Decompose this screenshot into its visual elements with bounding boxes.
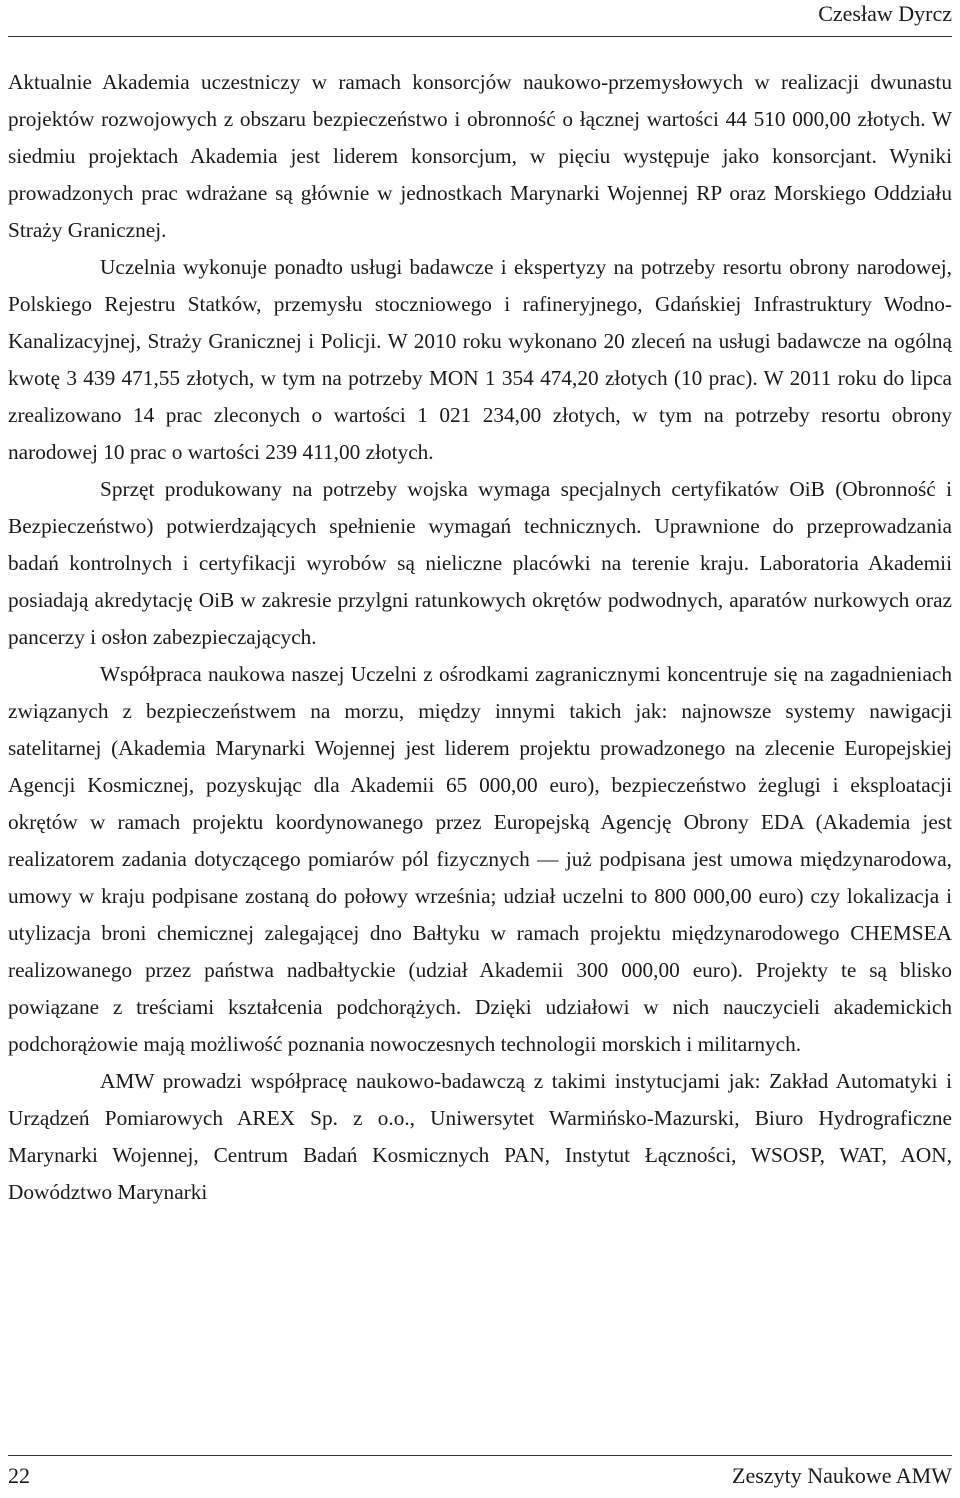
running-header xyxy=(8,0,952,37)
paragraph-certification: Sprzęt produkowany na potrzeby wojska wymaga specjalnych certyfikatów OiB (Obronność i Bezpieczeństwo) potwierdzających spełnienie wymagań technicznych. Uprawnione do przeprowadzania badań kontrolnych i certyfikacji wyrobów są nieliczne placówki na terenie kraju. Laboratoria Akademii posiadają akredytację OiB w zakresie przylgni ratunkowych okrętów podwodnych, aparatów nurkowych oraz pancerzy i osłon zabezpieczających. xyxy=(8,477,952,649)
paragraph-international-cooperation: Współpraca naukowa naszej Uczelni z ośrodkami zagranicznymi koncentruje się na zagadnieniach związanych z bezpieczeństwem na morzu, między innymi takich jak: najnowsze systemy nawigacji satelitarnej (Akademia Marynarki Wojennej jest liderem projektu prowadzonego na zlecenie Europejskiej Agencji Kosmicznej, pozyskując dla Akademii 65 000,00 euro), bezpieczeństwo żeglugi i eksploatacji okrętów w ramach projektu koordynowanego przez Europejską Agencję Obrony EDA (Akademia jest realizatorem zadania dotyczącego pomiarów pól fizycznych — już podpisana jest umowa międzynarodowa, umowy w kraju podpisane zostaną do połowy września; udział uczelni to 800 000,00 euro) czy lokalizacja i utylizacja broni chemicznej zalegającej dno Bałtyku w ramach projektu międzynarodowego CHEMSEA realizowanego przez państwa nadbałtyckie (udział Akademii 300 000,00 euro). Projekty te są blisko powiązane z treściami kształcenia podchorążych. Dzięki udziałowi w nich nauczycieli akademickich podchorążowie mają możliwość poznania nowoczesnych technologii morskich i militarnych. xyxy=(8,662,952,1056)
body-text xyxy=(8,64,952,1211)
paragraph-consortium-projects: Aktualnie Akademia uczestniczy w ramach konsorcjów naukowo-przemysłowych w realizacji dwunastu projektów rozwojowych z obszaru bezpieczeństwo i obronność o łącznej wartości 44 510 000,00 złotych. W siedmiu projektach Akademia jest liderem konsorcjum, w pięciu występuje jako konsorcjant. Wyniki prowadzonych prac wdrażane są głównie w jednostkach Marynarki Wojennej RP oraz Morskiego Oddziału Straży Granicznej. xyxy=(8,70,952,242)
journal-name: Zeszyty Naukowe AMW xyxy=(732,1463,952,1488)
page-number: 22 xyxy=(8,1463,30,1488)
paragraph-partner-institutions: AMW prowadzi współpracę naukowo-badawczą z takimi instytucjami jak: Zakład Automatyki i Urządzeń Pomiarowych AREX Sp. z o.o., Uniwersytet Warmińsko-Mazurski, Biuro Hydrograficzne Marynarki Wojennej, Centrum Badań Kosmicznych PAN, Instytut Łączności, WSOSP, WAT, AON, Dowództwo Marynarki xyxy=(8,1069,952,1204)
running-footer xyxy=(8,1455,952,1496)
paragraph-research-services: Uczelnia wykonuje ponadto usługi badawcze i ekspertyzy na potrzeby resortu obrony narodowej, Polskiego Rejestru Statków, przemysłu stoczniowego i rafineryjnego, Gdańskiej Infrastruktury Wodno-Kanalizacyjnej, Straży Granicznej i Policji. W 2010 roku wykonano 20 zleceń na usługi badawcze na ogólną kwotę 3 439 471,55 złotych, w tym na potrzeby MON 1 354 474,20 złotych (10 prac). W 2011 roku do lipca zrealizowano 14 prac zleconych o wartości 1 021 234,00 złotych, w tym na potrzeby resortu obrony narodowej 10 prac o wartości 239 411,00 złotych. xyxy=(8,255,952,464)
header-author: Czesław Dyrcz xyxy=(818,1,952,26)
